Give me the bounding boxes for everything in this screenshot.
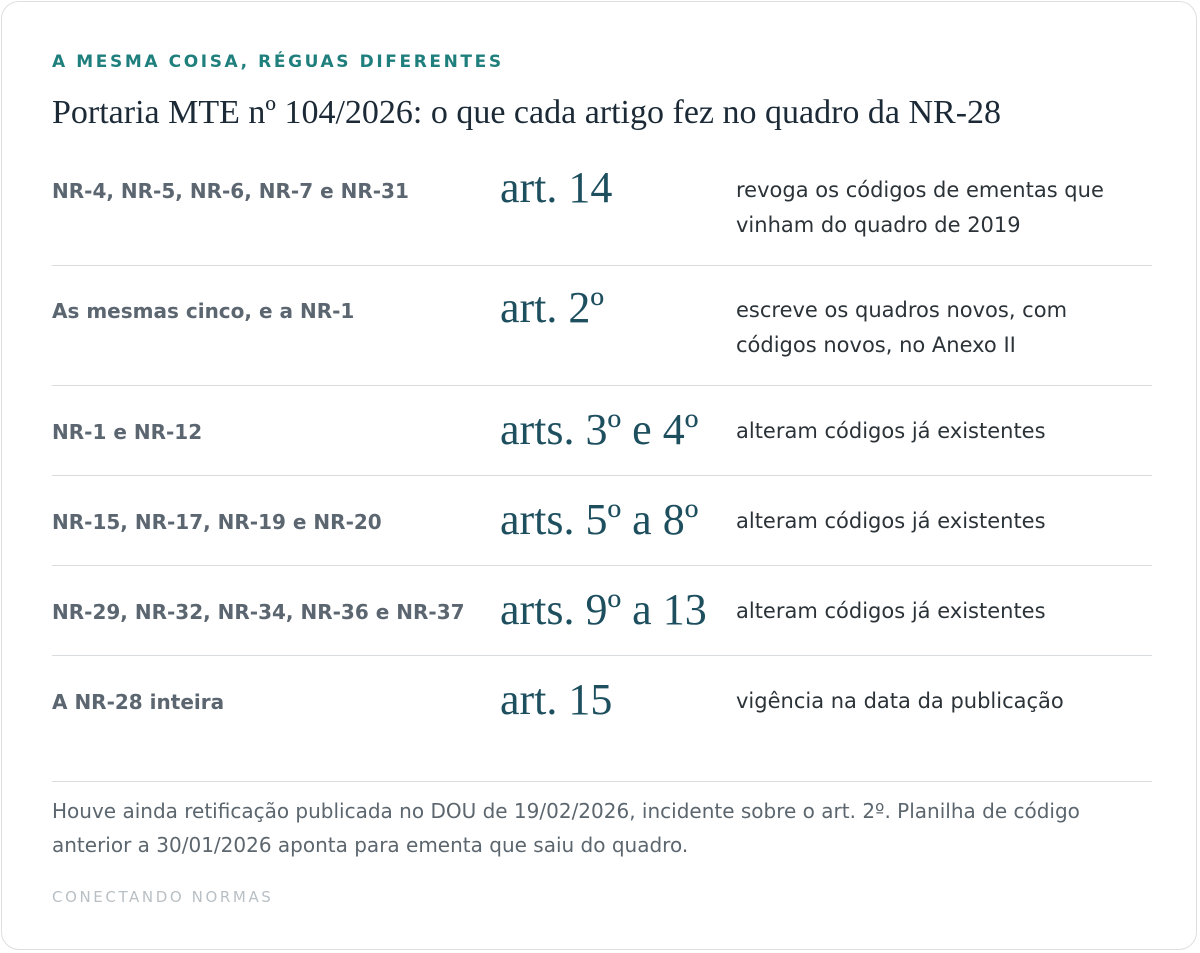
table-row — [52, 266, 1152, 386]
row-effect: alteram códigos já existentes — [736, 509, 1046, 533]
row-article: arts. 3º e 4º — [500, 405, 699, 454]
row-norms: NR-29, NR-32, NR-34, NR-36 e NR-37 — [52, 600, 465, 624]
page-title: Portaria MTE nº 104/2026: o que cada artigo fez no quadro da NR-28 — [52, 94, 1002, 131]
table-row — [52, 146, 1152, 266]
row-effect: escreve os quadros novos, com códigos novos, no Anexo II — [736, 298, 1068, 357]
card — [1, 1, 1197, 950]
table-row — [52, 476, 1152, 566]
row-article: arts. 5º a 8º — [500, 495, 699, 544]
row-article: art. 2º — [500, 283, 605, 332]
row-effect: vigência na data da publicação — [736, 689, 1064, 713]
brand-label: CONECTANDO NORMAS — [52, 888, 274, 906]
row-effect: revoga os códigos de ementas que vinham do quadro de 2019 — [736, 178, 1104, 237]
row-norms: NR-1 e NR-12 — [52, 420, 203, 444]
row-effect: alteram códigos já existentes — [736, 419, 1046, 443]
row-article: art. 15 — [500, 675, 613, 724]
row-effect: alteram códigos já existentes — [736, 599, 1046, 623]
article-table — [52, 146, 1152, 782]
row-article: art. 14 — [500, 163, 613, 212]
eyebrow: A MESMA COISA, RÉGUAS DIFERENTES — [52, 52, 504, 72]
row-norms: A NR-28 inteira — [52, 690, 225, 714]
row-norms: As mesmas cinco, e a NR-1 — [52, 299, 355, 323]
row-norms: NR-4, NR-5, NR-6, NR-7 e NR-31 — [52, 179, 409, 203]
footnote: Houve ainda retificação publicada no DOU de 19/02/2026, incidente sobre o art. 2º. Planilha de código anterior a 30/01/2026 aponta para ementa que saiu do quadro. — [52, 799, 1080, 857]
table-row — [52, 656, 1152, 782]
table-row — [52, 386, 1152, 476]
table-row — [52, 566, 1152, 656]
row-norms: NR-15, NR-17, NR-19 e NR-20 — [52, 510, 382, 534]
row-article: arts. 9º a 13 — [500, 585, 707, 634]
